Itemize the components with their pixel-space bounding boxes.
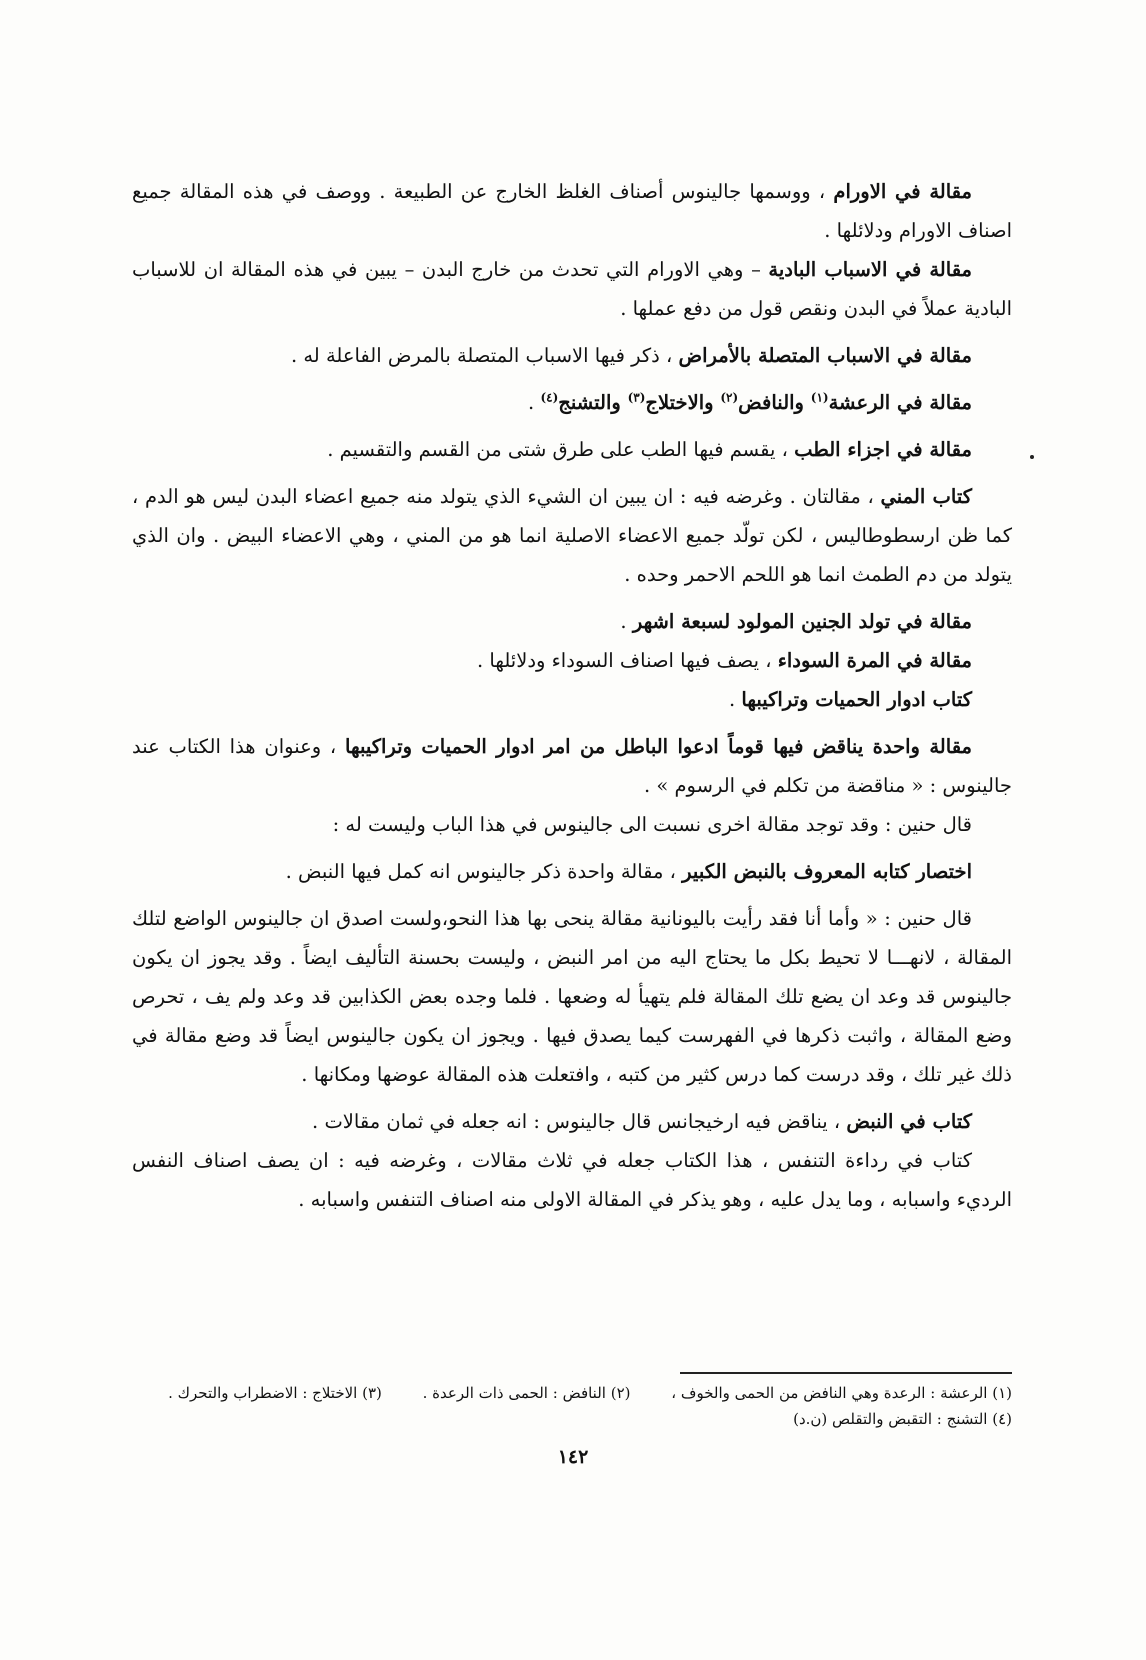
paragraph-heading: كتاب ادوار الحميات وتراكيبها [741, 688, 972, 711]
footnote-ref-2: (٢) [720, 390, 739, 405]
paragraph-body: ، مقالتان . وغرضه فيه : ان يبين ان الشيء الذي يتولد منه جميع اعضاء البدن ليس هو الدم ، كما ظن ارسطوطاليس ، لكن تولّد جميع الاعضاء الاصلية انما هو من المني ، وهي الاعضاء البيض . وان الذي يتولد من دم الطمث انما هو اللحم الاحمر وحده . [132, 485, 1012, 586]
paragraph-body: ، مقالة واحدة ذكر جالينوس انه كمل فيها النبض . [285, 860, 676, 883]
paragraph-heading: مقالة في الاسباب المتصلة بالأمراض [678, 344, 972, 367]
paragraph-4 [132, 383, 1012, 422]
paragraph-14 [132, 1102, 1012, 1141]
paragraph-heading: مقالة في الاسباب البادية [768, 258, 973, 281]
paragraph-heading: مقالة في اجزاء الطب [794, 438, 972, 461]
paragraph-7 [132, 602, 1012, 641]
margin-mark [1030, 455, 1034, 459]
paragraph-body: ، وعنوان هذا الكتاب عند جالينوس : « مناقضة من تكلم في الرسوم » . [132, 735, 1012, 797]
paragraph-heading: مقالة واحدة يناقض فيها قوماً ادعوا الباطل من امر ادوار الحميات وتراكيبها [345, 735, 972, 758]
footnote-ref-3: (٣) [627, 390, 646, 405]
paragraph-heading: كتاب في النبض [846, 1110, 972, 1133]
heading-part: مقالة في الرعشة [828, 391, 972, 414]
paragraph-heading [540, 391, 972, 414]
paragraph-11 [132, 805, 1012, 844]
paragraph-10 [132, 727, 1012, 805]
paragraph-5 [132, 430, 1012, 469]
footnote-separator [680, 1372, 1012, 1374]
page-number: ١٤٢ [557, 1446, 589, 1468]
paragraph-6 [132, 477, 1012, 594]
paragraph-13 [132, 899, 1012, 1094]
footnote-1: (١) الرعشة : الرعدة وهي النافض من الحمى والخوف ، [671, 1384, 1012, 1402]
paragraph-heading: كتاب المني [880, 485, 972, 508]
paragraph-body: ، يناقض فيه ارخيجانس قال جالينوس : انه جعله في ثمان مقالات . [312, 1110, 841, 1133]
paragraph-body: قال حنين : وقد توجد مقالة اخرى نسبت الى جالينوس في هذا الباب وليست له : [332, 813, 972, 836]
paragraph-body: ، يصف فيها اصناف السوداء ودلائلها . [477, 649, 772, 672]
paragraph-body: . [528, 391, 535, 414]
paragraph-1 [132, 172, 1012, 250]
paragraph-body: ، يقسم فيها الطب على طرق شتى من القسم والتقسيم . [327, 438, 788, 461]
paragraph-heading: مقالة في تولد الجنين المولود لسبعة اشهر [632, 610, 972, 633]
paragraph-9 [132, 680, 1012, 719]
paragraph-2 [132, 250, 1012, 328]
footnote-2: (٢) النافض : الحمى ذات الرعدة . [422, 1384, 631, 1402]
paragraph-12 [132, 852, 1012, 891]
paragraph-3 [132, 336, 1012, 375]
footnotes [132, 1380, 1012, 1432]
footnote-3: (٣) الاختلاج : الاضطراب والتحرك . [168, 1384, 382, 1402]
paragraph-body: قال حنين : « وأما أنا فقد رأيت باليونانية مقالة ينحى بها هذا النحو،ولست اصدق ان جالينوس الواضع لتلك المقالة ، لانهـــا لا تحيط بكل ما يحتاج اليه من امر النبض ، وليست بحسنة التأليف ايضاً . وقد يجوز ان يكون جالينوس قد وعد ان يضع تلك المقالة فلم يتهيأ له وضعها . فلما وجده بعض الكذابين قد وعد ولم يف ، تحرص وضع المقالة ، واثبت ذكرها في الفهرست كيما يصدق فيها . ويجوز ان يكون جالينوس ايضاً قد وضع مقالة في ذلك غير تلك ، وقد درست كما درس كثير من كتبه ، وافتعلت هذه المقالة عوضها ومكانها . [132, 907, 1012, 1086]
paragraph-heading: مقالة في الاورام [833, 180, 972, 203]
paragraph-8 [132, 641, 1012, 680]
heading-part: والاختلاج [645, 391, 721, 414]
paragraph-body: ، ووسمها جالينوس أصناف الغلظ الخارج عن الطبيعة . ووصف في هذه المقالة جميع اصناف الاورام ودلائلها . [132, 180, 1012, 242]
heading-part: والنافض [738, 391, 811, 414]
footnote-4: (٤) التشنج : التقبض والتقلص (ن.د) [793, 1410, 1012, 1428]
paragraph-heading: مقالة في المرة السوداء [777, 649, 972, 672]
paragraph-body: . [620, 610, 627, 633]
heading-part: والتشنج [558, 391, 628, 414]
paragraph-15 [132, 1141, 1012, 1219]
paragraph-heading: اختصار كتابه المعروف بالنبض الكبير [682, 860, 972, 883]
paragraph-body: . [729, 688, 736, 711]
footnote-ref-1: (١) [810, 390, 829, 405]
paragraph-body: كتاب في رداءة التنفس ، هذا الكتاب جعله في ثلاث مقالات ، وغرضه فيه : ان يصف اصناف النفس الرديء واسبابه ، وما يدل عليه ، وهو يذكر في المقالة الاولى منه اصناف التنفس واسبابه . [132, 1149, 1012, 1211]
main-text [132, 172, 1012, 1227]
paragraph-body: ، ذكر فيها الاسباب المتصلة بالمرض الفاعلة له . [290, 344, 673, 367]
footnote-ref-4: (٤) [540, 390, 559, 405]
paragraph-body: – وهي الاورام التي تحدث من خارج البدن – يبين في هذه المقالة ان للاسباب البادية عملاً في البدن ونقص قول من دفع عملها . [132, 258, 1012, 320]
